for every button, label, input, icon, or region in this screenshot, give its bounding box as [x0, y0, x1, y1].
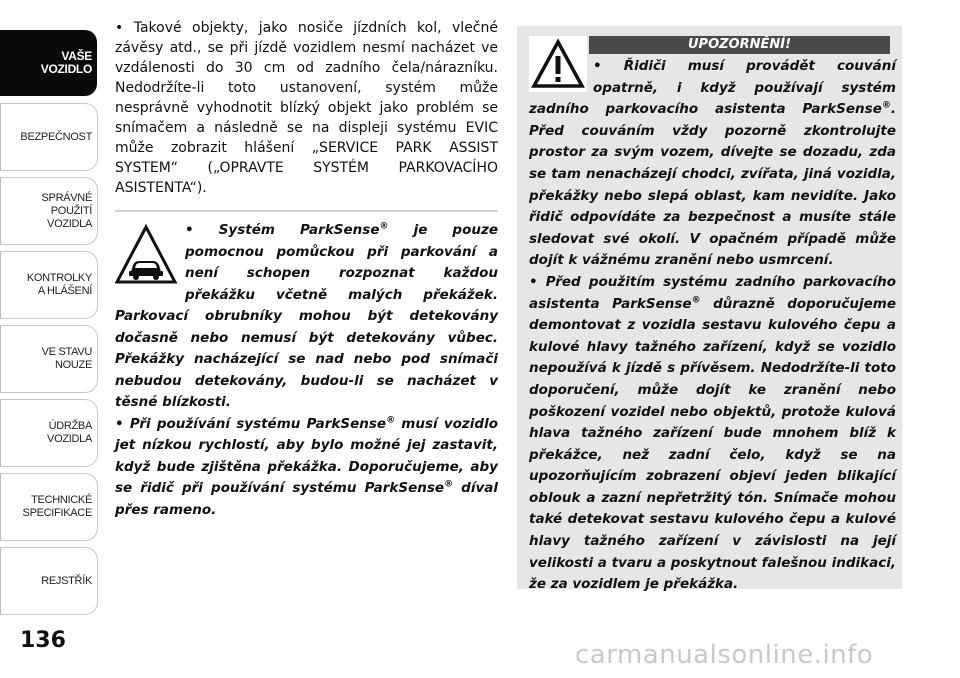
tab-label: REJSTŘÍK	[41, 574, 92, 587]
page-number: 136	[20, 628, 66, 653]
intro-paragraph: • Takové objekty, jako nosiče jízdních kol, vlečné závěsy atd., se při jízdě vozidlem nesmí nacházet ve vzdálenosti do 30 cm od zadního čela/nárazníku. Nedodržíte-li toto ustanovení, systém může nesprávně vyhodnotit blízký objekt jako problém se snímačem a následně se na displeji systému EVIC může zobrazit hlášení „SERVICE PARK ASSIST SYSTEM“ („OPRAVTE SYSTÉM PARKOVACÍHO ASISTENTA“).	[115, 20, 498, 196]
tab-vase-vozidlo[interactable]	[0, 30, 97, 96]
caution-item-2: • Při používání systému ParkSense® musí vozidlo jet nízkou rychlostí, aby bylo možné jej zastavit, když bude zjištěna překážka. Doporučujeme, aby se řidič při používání systému ParkSense® díval přes rameno.	[115, 415, 498, 518]
warning-item-1: • Řidiči musí provádět couvání opatrně, i když používají systém zadního parkovacího asistenta ParkSense®. Před couváním vždy pozorně zkontrolujte prostor za svým vozem, dívejte se dozadu, zda se tam nenacházejí chodci, zvířata, jiná vozidla, překážky nebo slepá oblast, kam nevidíte. Jako řidič odpovídáte za bezpečnost a musíte stále sledovat své okolí. V opačném případě může dojít k vážnému zranění nebo usmrcení.	[529, 58, 896, 269]
caution-block	[115, 220, 498, 521]
tab-udrzba[interactable]	[0, 400, 97, 466]
tab-label: ÚDRŽBA VOZIDLA	[47, 420, 92, 445]
exclamation-warning-icon	[529, 36, 587, 92]
watermark-text: carmanualsonline.info	[575, 640, 874, 670]
tab-spravne-pouziti[interactable]	[0, 178, 97, 244]
warning-body	[529, 56, 896, 596]
tab-rejstrik[interactable]	[0, 548, 97, 614]
tab-label: VAŠE VOZIDLO	[40, 49, 92, 76]
tab-technicke-specifikace[interactable]	[0, 474, 97, 540]
warning-heading: UPOZORNĚNÍ!	[589, 36, 890, 54]
tab-label: SPRÁVNÉ POUŽITÍ VOZIDLA	[41, 191, 92, 230]
section-divider	[115, 210, 498, 212]
tab-label: KONTROLKY A HLÁŠENÍ	[26, 272, 92, 297]
tab-label: VE STAVU NOUZE	[41, 346, 92, 371]
tab-kontrolky[interactable]	[0, 252, 97, 318]
car-caution-icon	[115, 224, 177, 286]
tab-label: TECHNICKÉ SPECIFIKACE	[22, 494, 92, 519]
tab-label: BEZPEČNOST	[20, 130, 92, 143]
caution-item-1: • Systém ParkSense® je pouze pomocnou pomůckou při parkování a není schopen rozpoznat každou překážku včetně malých překážek. Parkovací obrubníky mohou být detekovány dočasně nebo nemusí být detekovány vůbec. Překážky nacházející se nad nebo pod snímači nebudou detekovány, budou-li se nacházet v těsné blízkosti.	[115, 221, 498, 410]
left-column	[115, 18, 498, 521]
tab-bezpecnost[interactable]	[0, 104, 97, 170]
warning-item-2: • Před použitím systému zadního parkovacího asistenta ParkSense® důrazně doporučujeme demontovat z vozidla sestavu kulového čepu a kulové hlavy tažného zařízení, když se vozidlo nepoužívá k jízdě s přívěsem. Nedodržíte-li toto doporučení, může dojít ke zranění nebo poškození vozidel nebo objektů, protože kulová hlava tažného zařízení bude mnohem blíž k překážce, než zadní čelo, když se na upozorňujícím zobrazení objeví jeden blikající oblouk a zazní nepřetržitý tón. Snímače mohou také detekovat sestavu kulového čepu a kulové hlavy tažného zařízení v závislosti na její velikosti a tvaru a poskytnout falešnou indikaci, že za vozidlem je překážka.	[529, 273, 896, 593]
chapter-tabs	[0, 30, 97, 622]
tab-ve-stavu-nouze[interactable]	[0, 326, 97, 392]
